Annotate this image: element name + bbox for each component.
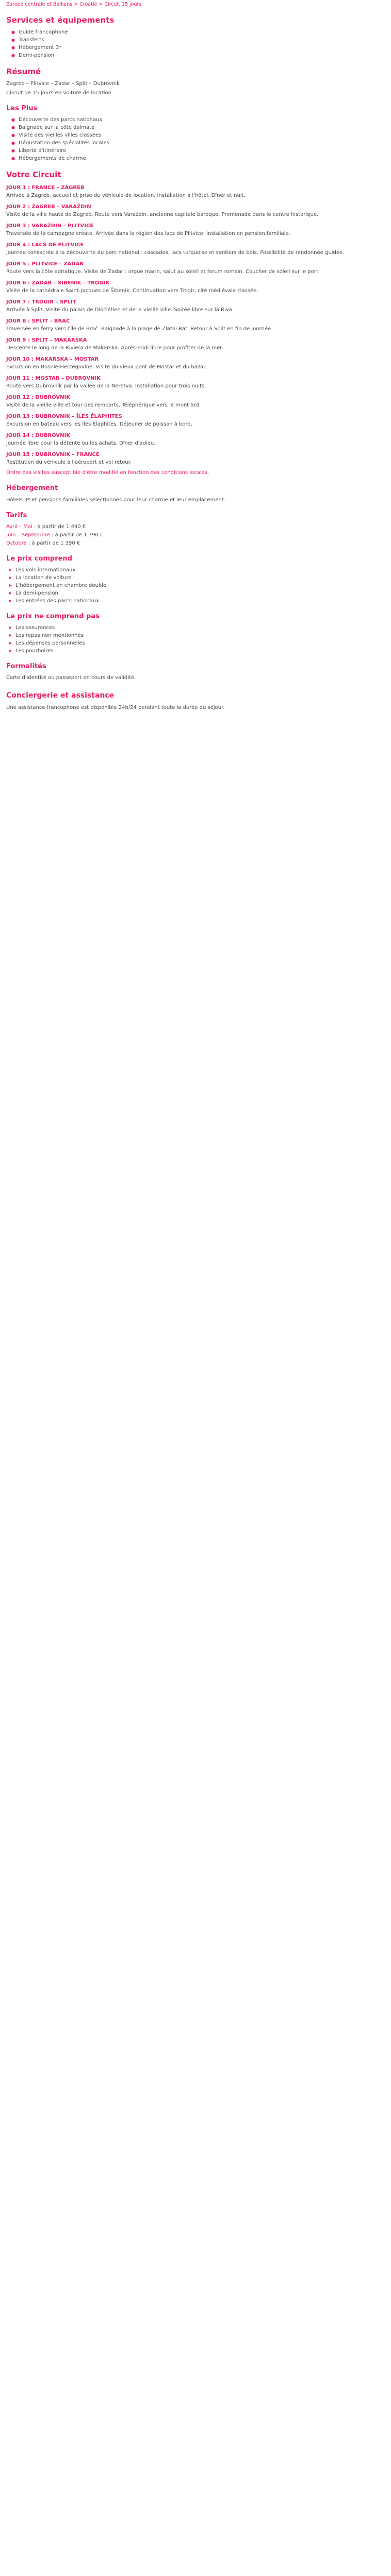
day-text: Arrivée à Split. Visite du palais de Dioclétien et de la vieille ville. Soirée libre sur la Riva.	[6, 307, 234, 313]
services-title: Services et équipements	[6, 15, 115, 25]
price-dates: Juin – Septembre	[6, 532, 50, 538]
day-block	[6, 242, 385, 257]
assistance-title: Conciergerie et assistance	[6, 691, 115, 700]
day-block	[6, 375, 385, 390]
breadcrumb[interactable]: Europe centrale et Balkans > Croatie > Circuit 15 jours	[6, 2, 142, 7]
excluded-item: ▸ Les repas non mentionnés	[9, 632, 385, 639]
day-title: JOUR 6 : ZADAR – ŠIBENIK – TROGIR	[6, 280, 109, 286]
included-item: ▸ La demi-pension	[9, 590, 385, 597]
day-text: Arrivée à Zagreb, accueil et prise du véhicule de location. Installation à l'hôtel. Dîner et nuit.	[6, 193, 246, 199]
day-title: JOUR 14 : DUBROVNIK	[6, 433, 70, 439]
day-text: Excursion en Bosnie-Herzégovine. Visite du vieux pont de Mostar et du bazar.	[6, 364, 207, 370]
accommodation-text: Hôtels 3* et pensions familiales sélectionnés pour leur charme et leur emplacement.	[6, 497, 225, 503]
price-row: Avril – Mai : à partir de 1 490 €	[6, 523, 86, 530]
price-amount: à partir de 1 490 €	[37, 523, 86, 530]
highlight-item: ● Visite des vieilles villes classées	[11, 132, 385, 139]
highlights-list	[6, 116, 385, 162]
day-title: JOUR 10 : MAKARSKA – MOSTAR	[6, 357, 99, 363]
highlight-item: ● Découverte des parcs nationaux	[11, 116, 385, 124]
day-block	[6, 299, 385, 314]
excluded-item: ▸ Les assurances	[9, 624, 385, 632]
day-block	[6, 356, 385, 371]
summary-title: Résumé	[6, 67, 41, 77]
price-dates: Octobre	[6, 540, 27, 546]
excluded-item: ▸ Les pourboires	[9, 648, 385, 655]
day-text: Route vers Dubrovnik par la vallée de la Neretva. Installation pour trois nuits.	[6, 383, 206, 389]
day-block	[6, 394, 385, 409]
highlight-item: ● Dégustation des spécialités locales	[11, 140, 385, 147]
day-block	[6, 432, 385, 447]
day-title: JOUR 15 : DUBROVNIK – FRANCE	[6, 452, 100, 458]
included-title: Le prix comprend	[6, 554, 72, 563]
services-list	[6, 29, 385, 59]
day-block	[6, 223, 385, 238]
day-text: Traversée en ferry vers l'île de Brač. Baignade à la plage de Zlatni Rat. Retour à Split en fin de journée.	[6, 326, 273, 332]
included-item: ▸ L'hébergement en chambre double	[9, 582, 385, 589]
summary-line: Circuit de 15 jours en voiture de location	[6, 90, 112, 96]
day-title: JOUR 11 : MOSTAR – DUBROVNIK	[6, 376, 101, 382]
service-item: ● Demi-pension	[11, 52, 385, 59]
included-item: ▸ La location de voiture	[9, 574, 385, 582]
day-text: Restitution du véhicule à l'aéroport et vol retour.	[6, 460, 132, 466]
included-item: ▸ Les vols internationaux	[9, 567, 385, 574]
day-text: Visite de la vieille ville et tour des remparts. Téléphérique vers le mont Srđ.	[6, 402, 201, 409]
day-block	[6, 184, 385, 199]
highlight-item: ● Hébergements de charme	[11, 155, 385, 162]
day-text: Traversée de la campagne croate. Arrivée dans la région des lacs de Plitvice. Installation en pension familiale.	[6, 231, 290, 237]
day-text: Journée libre pour la détente ou les achats. Dîner d'adieu.	[6, 440, 156, 447]
included-list	[6, 567, 385, 605]
day-text: Descente le long de la Riviera de Makarska. Après-midi libre pour profiter de la mer.	[6, 345, 223, 351]
assistance-text: Une assistance francophone est disponible 24h/24 pendant toute la durée du séjour.	[6, 705, 225, 711]
summary-line: Zagreb – Plitvice – Zadar – Split – Dubrovnik	[6, 81, 120, 87]
service-item: ● Hébergement 3*	[11, 44, 385, 52]
day-block	[6, 204, 385, 218]
day-title: JOUR 9 : SPLIT – MAKARSKA	[6, 337, 87, 344]
day-title: JOUR 3 : VARAŽDIN – PLITVICE	[6, 223, 94, 229]
day-block	[6, 261, 385, 276]
excluded-item: ▸ Les dépenses personnelles	[9, 640, 385, 647]
page-root	[0, 0, 391, 719]
accommodation-title: Hébergement	[6, 484, 58, 493]
day-block	[6, 337, 385, 352]
program-title: Votre Circuit	[6, 170, 61, 180]
day-title: JOUR 8 : SPLIT – BRAČ	[6, 318, 70, 325]
day-block	[6, 318, 385, 333]
price-row: Octobre : à partir de 1 390 €	[6, 540, 80, 546]
route-note: Ordre des visites susceptible d'être modifié en fonction des conditions locales.	[6, 470, 209, 476]
day-title: JOUR 12 : DUBROVNIK	[6, 395, 70, 401]
day-block	[6, 280, 385, 295]
service-item: ● Transferts	[11, 37, 385, 44]
day-title: JOUR 1 : FRANCE – ZAGREB	[6, 185, 85, 191]
day-title: JOUR 4 : LACS DE PLITVICE	[6, 242, 84, 248]
day-text: Excursion en bateau vers les îles Élaphites. Déjeuner de poisson à bord.	[6, 421, 192, 428]
excluded-title: Le prix ne comprend pas	[6, 613, 100, 621]
price-amount: à partir de 1 390 €	[31, 540, 80, 546]
day-text: Visite de la cathédrale Saint-Jacques de Šibenik. Continuation vers Trogir, cité médiévale classée.	[6, 288, 258, 294]
day-title: JOUR 5 : PLITVICE – ZADAR	[6, 261, 84, 267]
excluded-list	[6, 624, 385, 655]
formalities-text: Carte d'identité ou passeport en cours de validité.	[6, 675, 136, 681]
service-item: ● Guide francophone	[11, 29, 385, 36]
day-block	[6, 451, 385, 466]
formalities-title: Formalités	[6, 663, 46, 671]
day-text: Visite de la ville haute de Zagreb. Route vers Varaždin, ancienne capitale baroque. Promenade dans le centre historique.	[6, 212, 319, 218]
highlight-item: ● Liberté d'itinéraire	[11, 147, 385, 155]
highlight-item: ● Baignade sur la côte dalmate	[11, 124, 385, 131]
day-block	[6, 413, 385, 428]
day-text: Journée consacrée à la découverte du parc national : cascades, lacs turquoise et sentiers de bois. Possibilité de randonnée guidée.	[6, 250, 345, 256]
highlights-title: Les Plus	[6, 105, 38, 113]
day-text: Route vers la côte adriatique. Visite de Zadar : orgue marin, salut au soleil et forum romain. Coucher de soleil sur le port.	[6, 269, 320, 275]
day-title: JOUR 2 : ZAGREB – VARAŽDIN	[6, 204, 91, 210]
day-title: JOUR 13 : DUBROVNIK – ÎLES ÉLAPHITES	[6, 414, 122, 420]
included-item: ▸ Les entrées des parcs nationaux	[9, 598, 385, 605]
price-dates: Avril – Mai	[6, 523, 32, 530]
prices-title: Tarifs	[6, 511, 27, 519]
price-row: Juin – Septembre : à partir de 1 790 €	[6, 532, 104, 538]
day-title: JOUR 7 : TROGIR – SPLIT	[6, 299, 76, 306]
price-amount: à partir de 1 790 €	[55, 532, 104, 538]
